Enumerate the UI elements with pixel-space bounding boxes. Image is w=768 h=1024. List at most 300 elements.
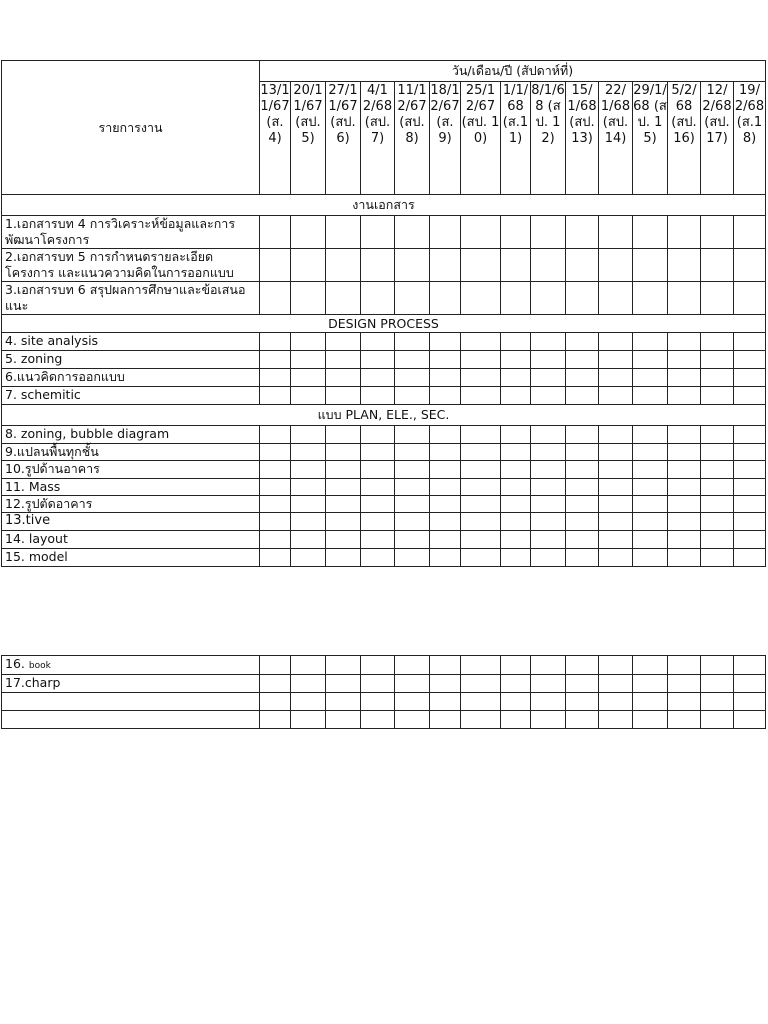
schedule-cell	[501, 282, 531, 315]
schedule-cell	[701, 531, 734, 549]
schedule-cell	[291, 656, 326, 675]
date-header-cell: 1/1/68 (ส.11)	[501, 82, 531, 195]
task-row	[2, 444, 766, 461]
schedule-cell	[461, 675, 501, 693]
task-label: 14. layout	[2, 531, 260, 549]
schedule-cell	[566, 693, 599, 711]
task-label	[2, 656, 260, 675]
schedule-cell	[599, 479, 633, 496]
schedule-cell	[701, 711, 734, 729]
schedule-cell	[326, 656, 361, 675]
schedule-cell	[430, 426, 461, 444]
schedule-cell	[501, 351, 531, 369]
schedule-cell	[701, 479, 734, 496]
schedule-cell	[395, 333, 430, 351]
schedule-cell	[633, 249, 668, 282]
schedule-cell	[326, 496, 361, 513]
schedule-cell	[501, 531, 531, 549]
schedule-cell	[566, 656, 599, 675]
task-label: 11. Mass	[2, 479, 260, 496]
schedule-cell	[291, 711, 326, 729]
schedule-cell	[430, 531, 461, 549]
task-label: 12.รูปตัดอาคาร	[2, 496, 260, 513]
schedule-cell	[326, 387, 361, 405]
schedule-cell	[395, 675, 430, 693]
task-label: 5. zoning	[2, 351, 260, 369]
schedule-cell	[566, 531, 599, 549]
schedule-cell	[531, 282, 566, 315]
schedule-cell	[326, 369, 361, 387]
task-row	[2, 249, 766, 282]
schedule-table	[1, 60, 766, 567]
schedule-cell	[734, 496, 766, 513]
schedule-cell	[633, 531, 668, 549]
schedule-cell	[668, 461, 701, 479]
task-label: 10.รูปด้านอาคาร	[2, 461, 260, 479]
continued-body	[2, 656, 766, 729]
task-row	[2, 479, 766, 496]
schedule-cell	[531, 369, 566, 387]
schedule-cell	[291, 249, 326, 282]
task-row	[2, 216, 766, 249]
schedule-cell	[326, 513, 361, 531]
schedule-cell	[461, 387, 501, 405]
schedule-cell	[291, 479, 326, 496]
schedule-cell	[566, 387, 599, 405]
schedule-cell	[566, 496, 599, 513]
schedule-cell	[461, 656, 501, 675]
schedule-cell	[599, 282, 633, 315]
schedule-cell	[531, 461, 566, 479]
schedule-cell	[291, 426, 326, 444]
schedule-cell	[430, 479, 461, 496]
schedule-cell	[734, 351, 766, 369]
schedule-cell	[260, 479, 291, 496]
schedule-cell	[531, 675, 566, 693]
date-header-cell: 25/12/67 (สป. 10)	[461, 82, 501, 195]
schedule-cell	[668, 387, 701, 405]
schedule-cell	[395, 656, 430, 675]
schedule-cell	[734, 711, 766, 729]
schedule-cell	[701, 333, 734, 351]
section-row	[2, 195, 766, 216]
schedule-cell	[395, 549, 430, 567]
schedule-cell	[701, 216, 734, 249]
schedule-cell	[430, 351, 461, 369]
schedule-cell	[326, 531, 361, 549]
schedule-cell	[291, 549, 326, 567]
schedule-cell	[668, 369, 701, 387]
schedule-cell	[395, 513, 430, 531]
schedule-cell	[260, 333, 291, 351]
schedule-cell	[430, 387, 461, 405]
schedule-cell	[501, 513, 531, 531]
schedule-cell	[599, 496, 633, 513]
schedule-cell	[395, 479, 430, 496]
task-label: 15. model	[2, 549, 260, 567]
schedule-cell	[361, 282, 395, 315]
schedule-cell	[461, 496, 501, 513]
schedule-cell	[260, 675, 291, 693]
schedule-cell	[501, 387, 531, 405]
schedule-cell	[430, 282, 461, 315]
schedule-cell	[461, 216, 501, 249]
task-row	[2, 675, 766, 693]
schedule-cell	[326, 333, 361, 351]
schedule-cell	[461, 549, 501, 567]
task-name: book	[28, 661, 51, 671]
schedule-cell	[701, 282, 734, 315]
continued-table	[1, 655, 766, 729]
schedule-cell	[701, 351, 734, 369]
schedule-cell	[501, 216, 531, 249]
schedule-cell	[326, 351, 361, 369]
schedule-cell	[291, 216, 326, 249]
schedule-cell	[633, 513, 668, 531]
task-row	[2, 282, 766, 315]
schedule-cell	[260, 549, 291, 567]
schedule-cell	[566, 333, 599, 351]
schedule-cell	[260, 444, 291, 461]
schedule-cell	[701, 461, 734, 479]
dates-group-header: วัน/เดือน/ปี (สัปดาห์ที่)	[260, 61, 766, 82]
task-label: 4. site analysis	[2, 333, 260, 351]
schedule-cell	[668, 333, 701, 351]
schedule-cell	[668, 656, 701, 675]
task-row	[2, 496, 766, 513]
schedule-cell	[430, 369, 461, 387]
task-row	[2, 426, 766, 444]
schedule-cell	[291, 693, 326, 711]
schedule-cell	[361, 479, 395, 496]
schedule-cell	[668, 675, 701, 693]
schedule-cell	[461, 479, 501, 496]
schedule-cell	[260, 513, 291, 531]
schedule-cell	[326, 282, 361, 315]
schedule-cell	[501, 496, 531, 513]
schedule-cell	[668, 531, 701, 549]
schedule-body	[2, 195, 766, 567]
schedule-cell	[260, 711, 291, 729]
schedule-cell	[361, 461, 395, 479]
schedule-cell	[701, 444, 734, 461]
task-label: 3.เอกสารบท 6 สรุปผลการศึกษาและข้อเสนอแนะ	[2, 282, 260, 315]
schedule-cell	[326, 549, 361, 567]
schedule-cell	[531, 479, 566, 496]
date-header-cell: 4/12/68 (สป. 7)	[361, 82, 395, 195]
schedule-cell	[461, 249, 501, 282]
task-label: 1.เอกสารบท 4 การวิเคราะห์ข้อมูลและการพัฒนาโครงการ	[2, 216, 260, 249]
schedule-cell	[633, 461, 668, 479]
schedule-cell	[668, 693, 701, 711]
schedule-cell	[326, 461, 361, 479]
schedule-cell	[291, 461, 326, 479]
schedule-cell	[566, 513, 599, 531]
schedule-cell	[566, 282, 599, 315]
schedule-cell	[461, 693, 501, 711]
task-column-header: รายการงาน	[2, 61, 260, 195]
schedule-cell	[430, 513, 461, 531]
schedule-cell	[668, 426, 701, 444]
task-label: 8. zoning, bubble diagram	[2, 426, 260, 444]
schedule-cell	[566, 249, 599, 282]
schedule-cell	[531, 387, 566, 405]
schedule-cell	[531, 333, 566, 351]
schedule-cell	[668, 444, 701, 461]
schedule-cell	[260, 351, 291, 369]
schedule-cell	[291, 496, 326, 513]
schedule-cell	[326, 444, 361, 461]
schedule-cell	[734, 369, 766, 387]
schedule-cell	[668, 249, 701, 282]
schedule-cell	[566, 351, 599, 369]
schedule-cell	[501, 461, 531, 479]
task-row	[2, 531, 766, 549]
schedule-cell	[461, 369, 501, 387]
schedule-cell	[531, 444, 566, 461]
schedule-cell	[668, 496, 701, 513]
schedule-cell	[734, 216, 766, 249]
schedule-cell	[734, 549, 766, 567]
schedule-cell	[260, 216, 291, 249]
date-header-cell: 29/1/68 (สป. 15)	[633, 82, 668, 195]
schedule-cell	[361, 675, 395, 693]
schedule-cell	[395, 496, 430, 513]
task-label: 17.charp	[2, 675, 260, 693]
schedule-cell	[501, 444, 531, 461]
schedule-cell	[531, 549, 566, 567]
schedule-cell	[260, 656, 291, 675]
schedule-cell	[430, 461, 461, 479]
schedule-cell	[501, 369, 531, 387]
schedule-cell	[734, 249, 766, 282]
schedule-cell	[566, 369, 599, 387]
schedule-cell	[531, 351, 566, 369]
schedule-cell	[599, 711, 633, 729]
schedule-cell	[291, 444, 326, 461]
task-row	[2, 333, 766, 351]
schedule-cell	[531, 656, 566, 675]
schedule-cell	[566, 549, 599, 567]
schedule-cell	[599, 675, 633, 693]
schedule-cell	[701, 656, 734, 675]
schedule-cell	[430, 656, 461, 675]
schedule-cell	[361, 693, 395, 711]
schedule-cell	[599, 461, 633, 479]
schedule-cell	[599, 216, 633, 249]
schedule-cell	[668, 351, 701, 369]
schedule-cell	[326, 216, 361, 249]
schedule-cell	[461, 333, 501, 351]
schedule-cell	[260, 369, 291, 387]
schedule-cell	[633, 479, 668, 496]
schedule-cell	[461, 461, 501, 479]
schedule-cell	[531, 693, 566, 711]
schedule-cell	[395, 426, 430, 444]
schedule-cell	[430, 675, 461, 693]
schedule-cell	[291, 387, 326, 405]
date-header-cell: 27/11/67 (สป. 6)	[326, 82, 361, 195]
schedule-cell	[701, 496, 734, 513]
schedule-cell	[395, 531, 430, 549]
schedule-cell	[734, 426, 766, 444]
schedule-cell	[291, 282, 326, 315]
schedule-cell	[430, 711, 461, 729]
schedule-cell	[395, 387, 430, 405]
schedule-cell	[461, 282, 501, 315]
schedule-cell	[326, 711, 361, 729]
schedule-cell	[531, 249, 566, 282]
schedule-cell	[566, 675, 599, 693]
schedule-cell	[501, 249, 531, 282]
schedule-cell	[395, 461, 430, 479]
schedule-cell	[501, 656, 531, 675]
schedule-cell	[566, 216, 599, 249]
schedule-cell	[326, 249, 361, 282]
schedule-cell	[599, 333, 633, 351]
schedule-cell	[361, 249, 395, 282]
task-row	[2, 351, 766, 369]
schedule-cell	[599, 693, 633, 711]
schedule-cell	[361, 711, 395, 729]
schedule-cell	[668, 282, 701, 315]
schedule-cell	[734, 333, 766, 351]
task-row	[2, 461, 766, 479]
schedule-cell	[701, 369, 734, 387]
schedule-cell	[291, 351, 326, 369]
schedule-cell	[531, 711, 566, 729]
date-header-cell: 12/2/68 (สป. 17)	[701, 82, 734, 195]
task-row	[2, 369, 766, 387]
schedule-cell	[734, 479, 766, 496]
date-header-cell: 11/12/67 (สป. 8)	[395, 82, 430, 195]
schedule-cell	[734, 461, 766, 479]
schedule-cell	[701, 675, 734, 693]
schedule-cell	[566, 479, 599, 496]
schedule-cell	[260, 282, 291, 315]
schedule-cell	[531, 496, 566, 513]
schedule-cell	[668, 711, 701, 729]
schedule-cell	[633, 444, 668, 461]
schedule-cell	[395, 249, 430, 282]
schedule-cell	[501, 675, 531, 693]
task-label	[2, 711, 260, 729]
schedule-cell	[734, 387, 766, 405]
schedule-cell	[633, 369, 668, 387]
task-number: 16.	[5, 656, 29, 671]
section-row	[2, 315, 766, 333]
schedule-cell	[260, 426, 291, 444]
date-header-cell: 5/2/68 (สป. 16)	[668, 82, 701, 195]
date-header-cell: 8/1/68 (สป. 12)	[531, 82, 566, 195]
task-label: 9.แปลนพื้นทุกชั้น	[2, 444, 260, 461]
schedule-cell	[326, 675, 361, 693]
schedule-cell	[701, 426, 734, 444]
schedule-cell	[461, 513, 501, 531]
schedule-cell	[461, 426, 501, 444]
section-title: DESIGN PROCESS	[2, 315, 766, 333]
schedule-cell	[260, 461, 291, 479]
schedule-cell	[461, 711, 501, 729]
schedule-cell	[291, 675, 326, 693]
task-label: 13.tive	[2, 513, 260, 531]
schedule-cell	[599, 369, 633, 387]
schedule-cell	[395, 351, 430, 369]
schedule-cell	[291, 333, 326, 351]
schedule-cell	[566, 444, 599, 461]
schedule-cell	[361, 444, 395, 461]
schedule-cell	[633, 656, 668, 675]
schedule-cell	[566, 426, 599, 444]
schedule-cell	[734, 444, 766, 461]
schedule-cell	[701, 387, 734, 405]
schedule-cell	[395, 711, 430, 729]
schedule-cell	[430, 333, 461, 351]
schedule-cell	[599, 549, 633, 567]
schedule-cell	[361, 531, 395, 549]
task-label: 6.แนวคิดการออกแบบ	[2, 369, 260, 387]
schedule-cell	[361, 549, 395, 567]
date-header-cell: 13/11/67 (ส.4)	[260, 82, 291, 195]
schedule-cell	[361, 369, 395, 387]
date-header-cell: 22/1/68 (สป. 14)	[599, 82, 633, 195]
date-header-cell: 20/11/67 (สป. 5)	[291, 82, 326, 195]
schedule-cell	[734, 675, 766, 693]
date-header-cell: 19/2/68 (ส.18)	[734, 82, 766, 195]
schedule-cell	[734, 513, 766, 531]
schedule-cell	[395, 369, 430, 387]
task-row	[2, 711, 766, 729]
date-header-cell: 15/1/68 (สป. 13)	[566, 82, 599, 195]
schedule-cell	[701, 693, 734, 711]
schedule-cell	[633, 426, 668, 444]
schedule-cell	[501, 333, 531, 351]
schedule-cell	[395, 216, 430, 249]
schedule-cell	[260, 387, 291, 405]
schedule-cell	[734, 693, 766, 711]
schedule-cell	[633, 216, 668, 249]
schedule-cell	[501, 549, 531, 567]
schedule-cell	[633, 675, 668, 693]
schedule-cell	[430, 444, 461, 461]
schedule-cell	[501, 693, 531, 711]
schedule-cell	[531, 531, 566, 549]
schedule-cell	[361, 426, 395, 444]
schedule-cell	[430, 249, 461, 282]
schedule-cell	[599, 513, 633, 531]
schedule-cell	[531, 513, 566, 531]
schedule-cell	[633, 387, 668, 405]
schedule-cell	[361, 656, 395, 675]
schedule-cell	[361, 216, 395, 249]
schedule-cell	[461, 351, 501, 369]
schedule-cell	[531, 426, 566, 444]
task-row	[2, 656, 766, 675]
schedule-cell	[734, 656, 766, 675]
schedule-cell	[633, 693, 668, 711]
schedule-cell	[361, 351, 395, 369]
schedule-cell	[633, 496, 668, 513]
schedule-cell	[633, 549, 668, 567]
schedule-cell	[291, 369, 326, 387]
schedule-cell	[461, 444, 501, 461]
section-row	[2, 405, 766, 426]
schedule-cell	[599, 531, 633, 549]
schedule-cell	[291, 531, 326, 549]
schedule-cell	[430, 549, 461, 567]
schedule-cell	[599, 387, 633, 405]
schedule-cell	[291, 513, 326, 531]
